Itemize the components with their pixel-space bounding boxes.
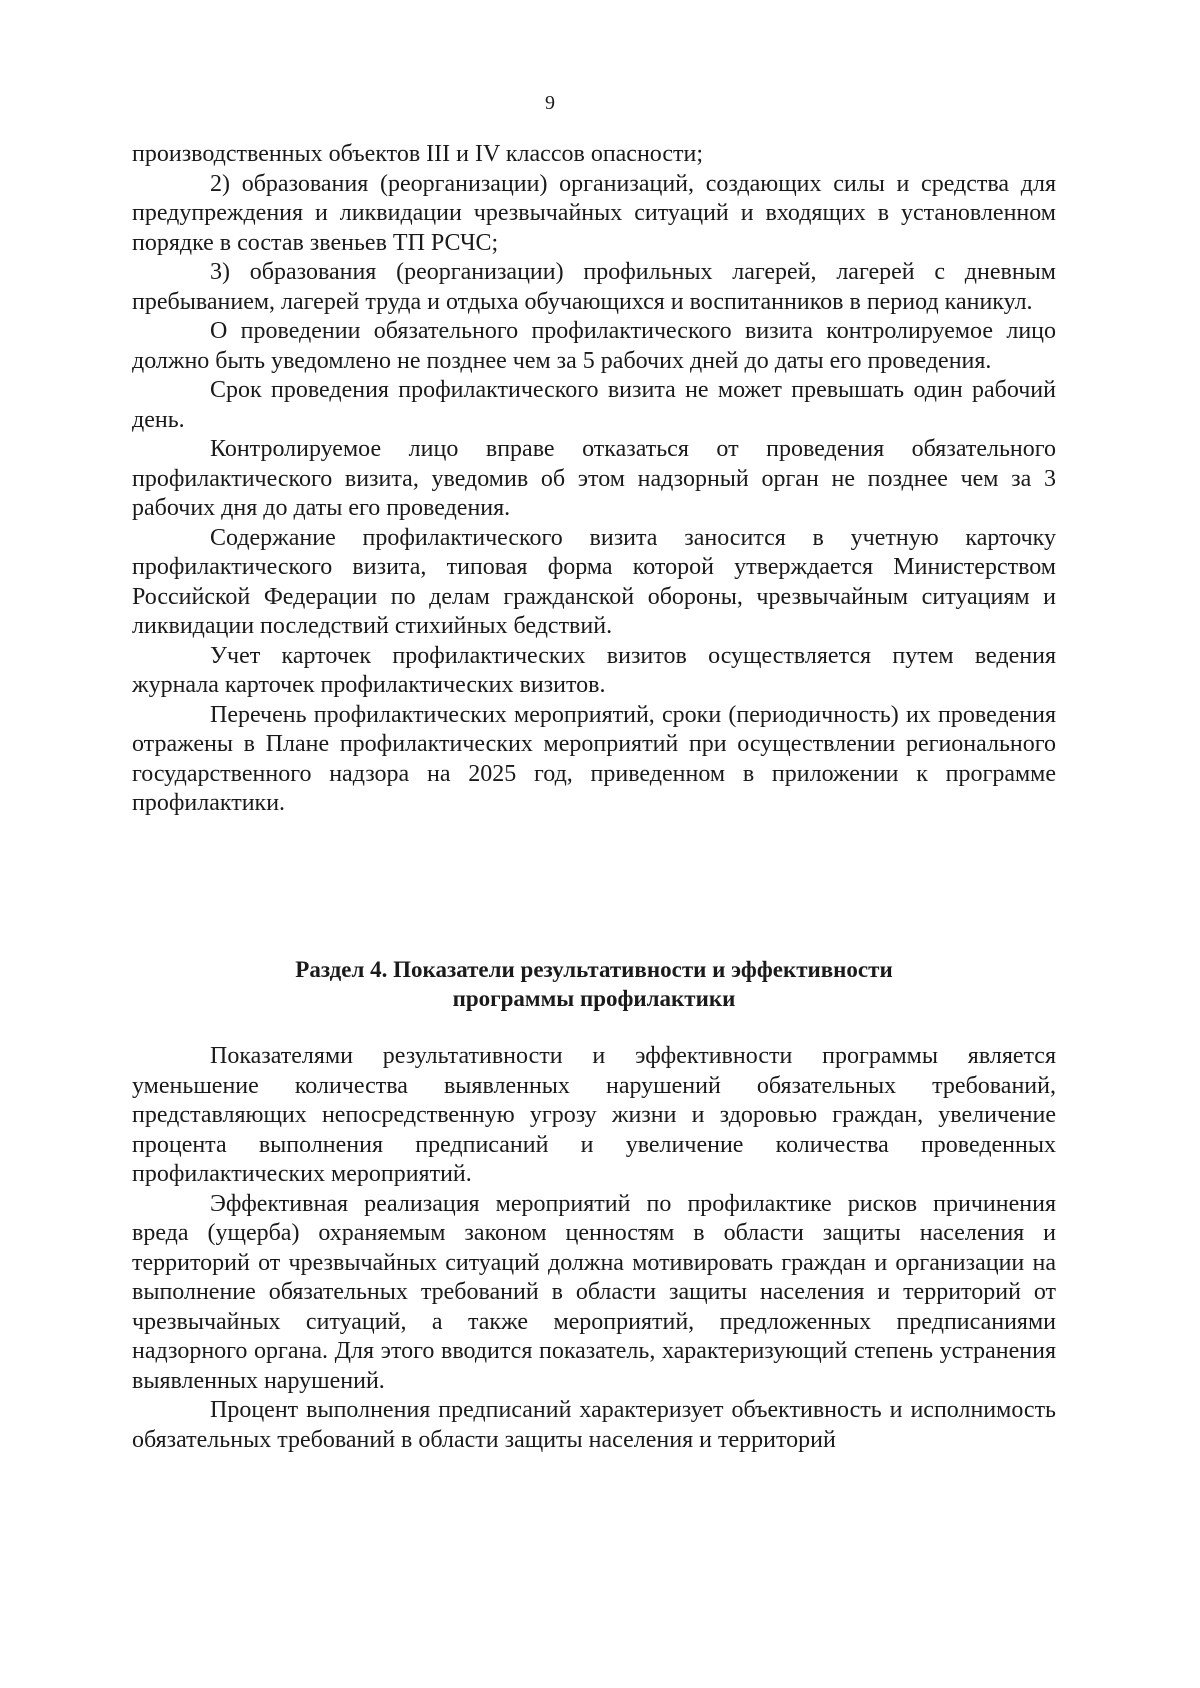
paragraph: Срок проведения профилактического визита не может превышать один рабочий день. — [132, 377, 1056, 433]
paragraph: Учет карточек профилактических визитов осуществляется путем ведения журнала карточек профилактических визитов. — [132, 642, 1056, 698]
section-3-continuation — [132, 140, 1056, 819]
paragraph: Перечень профилактических мероприятий, сроки (периодичность) их проведения отражены в Плане профилактических мероприятий при осуществлении регионального государственного надзора на 2025 год, приведенном в приложении к программе профилактики. — [132, 701, 1056, 816]
section-4-body — [132, 1042, 1056, 1455]
paragraph: 2) образования (реорганизации) организаций, создающих силы и средства для предупреждения и ликвидации чрезвычайных ситуаций и входящих в установленном порядке в состав звеньев ТП РСЧС; — [132, 170, 1056, 256]
paragraph: производственных объектов III и IV классов опасности; — [132, 141, 704, 167]
paragraph: Показателями результативности и эффективности программы является уменьшение количества выявленных нарушений обязательных требований, представляющих непосредственную угрозу жизни и здоровью граждан, увеличение процента выполнения предписаний и увеличение количества проведенных профилактических мероприятий. — [132, 1043, 1056, 1187]
heading-line: программы профилактики — [452, 986, 736, 1011]
paragraph: Контролируемое лицо вправе отказаться от проведения обязательного профилактического визита, уведомив об этом надзорный орган не позднее чем за 3 рабочих дня до даты его проведения. — [132, 436, 1056, 521]
page-number: 9 — [545, 92, 555, 114]
paragraph: Содержание профилактического визита заносится в учетную карточку профилактического визита, типовая форма которой утверждается Министерством Российской Федерации по делам гражданской обороны, чрезвычайным ситуациям и ликвидации последствий стихийных бедствий. — [132, 524, 1056, 639]
paragraph: О проведении обязательного профилактического визита контролируемое лицо должно быть уведомлено не позднее чем за 5 рабочих дней до даты его проведения. — [132, 318, 1056, 374]
heading-line: Раздел 4. Показатели результативности и эффективности — [295, 957, 893, 982]
paragraph: Процент выполнения предписаний характеризует объективность и исполнимость обязательных требований в области защиты населения и территорий — [132, 1397, 1056, 1453]
paragraph: Эффективная реализация мероприятий по профилактике рисков причинения вреда (ущерба) охраняемым законом ценностям в области защиты населения и территорий от чрезвычайных ситуаций должна мотивировать граждан и организации на выполнение обязательных требований в области защиты населения и территорий от чрезвычайных ситуаций, а также мероприятий, предложенных предписаниями надзорного органа. Для этого вводится показатель, характеризующий степень устранения выявленных нарушений. — [132, 1190, 1056, 1394]
section-4-heading — [132, 955, 1056, 1013]
paragraph: 3) образования (реорганизации) профильных лагерей, лагерей с дневным пребыванием, лагерей труда и отдыха обучающихся и воспитанников в период каникул. — [132, 259, 1056, 315]
